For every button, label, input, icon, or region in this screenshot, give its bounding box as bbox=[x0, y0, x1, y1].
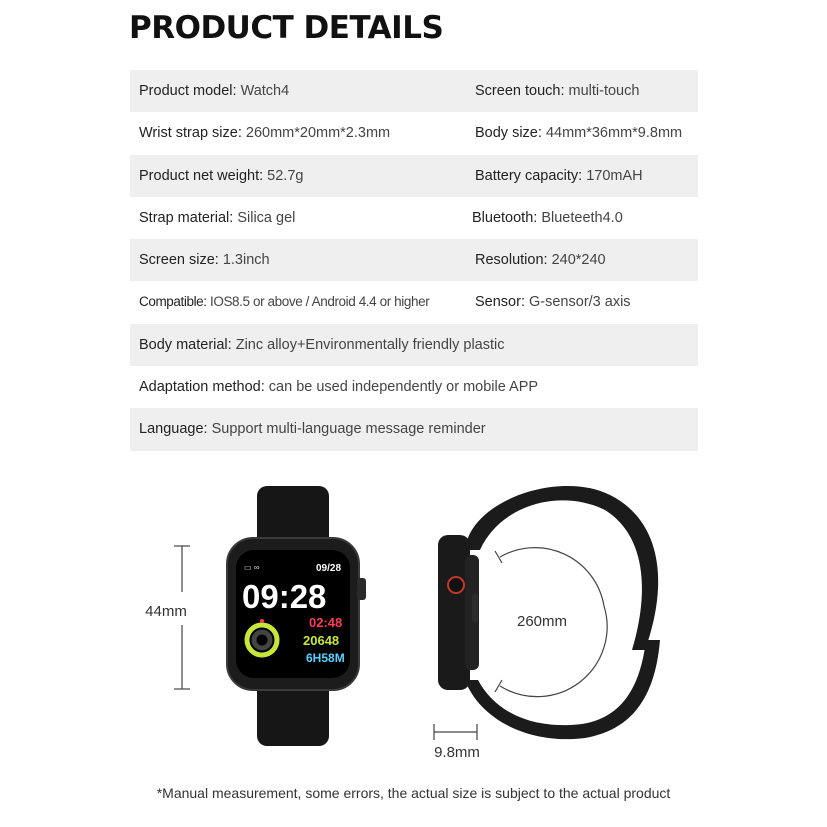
spec-value: Blueteeth4.0 bbox=[541, 209, 623, 226]
spec-label: Product net weight: bbox=[139, 167, 264, 184]
spec-value: Zinc alloy+Environmentally friendly plastic bbox=[235, 336, 505, 353]
thickness-dimension bbox=[434, 724, 477, 740]
spec-value: IOS8.5 or above / Android 4.4 or higher bbox=[210, 294, 430, 310]
spec-row bbox=[130, 197, 698, 239]
spec-label: Strap material: bbox=[139, 209, 234, 226]
spec-row bbox=[130, 408, 698, 450]
thickness-label: 9.8mm bbox=[434, 744, 480, 761]
spec-value: 240*240 bbox=[551, 252, 606, 269]
watch-steps: 20648 bbox=[303, 633, 340, 648]
spec-value: 170mAH bbox=[586, 167, 643, 184]
spec-row bbox=[130, 155, 698, 197]
watch-duration: 6H58M bbox=[306, 651, 345, 665]
spec-label: Body material: bbox=[139, 336, 232, 353]
ring-dot-icon bbox=[260, 619, 264, 623]
spec-value: 260mm*20mm*2.3mm bbox=[245, 125, 391, 142]
spec-label: Screen size: bbox=[139, 252, 219, 269]
spec-label: Language: bbox=[139, 421, 208, 438]
side-crown-icon bbox=[448, 577, 464, 593]
spec-label: Adaptation method: bbox=[139, 379, 265, 396]
spec-value: G-sensor/3 axis bbox=[529, 294, 631, 311]
spec-value: 52.7g bbox=[267, 167, 304, 184]
side-button bbox=[472, 594, 478, 622]
watch-date: 09/28 bbox=[316, 563, 342, 574]
spec-value: Watch4 bbox=[240, 83, 290, 99]
spec-label: Product model: bbox=[139, 83, 237, 99]
spec-value: 44mm*36mm*9.8mm bbox=[545, 125, 683, 142]
spec-row bbox=[130, 70, 698, 112]
spec-value: 1.3inch bbox=[222, 252, 270, 269]
spec-value: Support multi-language message reminder bbox=[211, 421, 486, 438]
spec-row bbox=[130, 324, 698, 366]
spec-label: Compatible: bbox=[139, 294, 207, 310]
watch-time: 09:28 bbox=[242, 578, 327, 615]
spec-label: Sensor: bbox=[475, 294, 525, 311]
spec-row bbox=[130, 112, 698, 154]
spec-table bbox=[130, 70, 698, 451]
spec-value: Silica gel bbox=[237, 209, 296, 226]
spec-label: Wrist strap size: bbox=[139, 125, 242, 142]
spec-label: Screen touch: bbox=[475, 83, 565, 99]
spec-label: Bluetooth: bbox=[472, 209, 538, 226]
side-strap-lower bbox=[465, 640, 660, 739]
footnote: *Manual measurement, some errors, the actual size is subject to the actual product bbox=[156, 785, 671, 801]
spec-value: can be used independently or mobile APP bbox=[268, 379, 539, 396]
height-label: 44mm bbox=[145, 603, 187, 620]
watch-dimension-figure bbox=[0, 470, 827, 770]
strap-length-label: 260mm bbox=[516, 613, 568, 630]
spec-row bbox=[130, 366, 698, 408]
spec-label: Body size: bbox=[475, 125, 542, 142]
watch-crown bbox=[357, 578, 366, 600]
spec-row bbox=[130, 239, 698, 281]
page-title: PRODUCT DETAILS bbox=[129, 10, 444, 46]
spec-label: Battery capacity: bbox=[475, 167, 583, 184]
watch-timer: 02:48 bbox=[309, 615, 343, 630]
spec-label: Resolution: bbox=[475, 252, 548, 269]
spec-row bbox=[130, 281, 698, 323]
spec-value: multi-touch bbox=[568, 83, 640, 99]
status-icons: ▭ ∞ bbox=[244, 563, 260, 572]
